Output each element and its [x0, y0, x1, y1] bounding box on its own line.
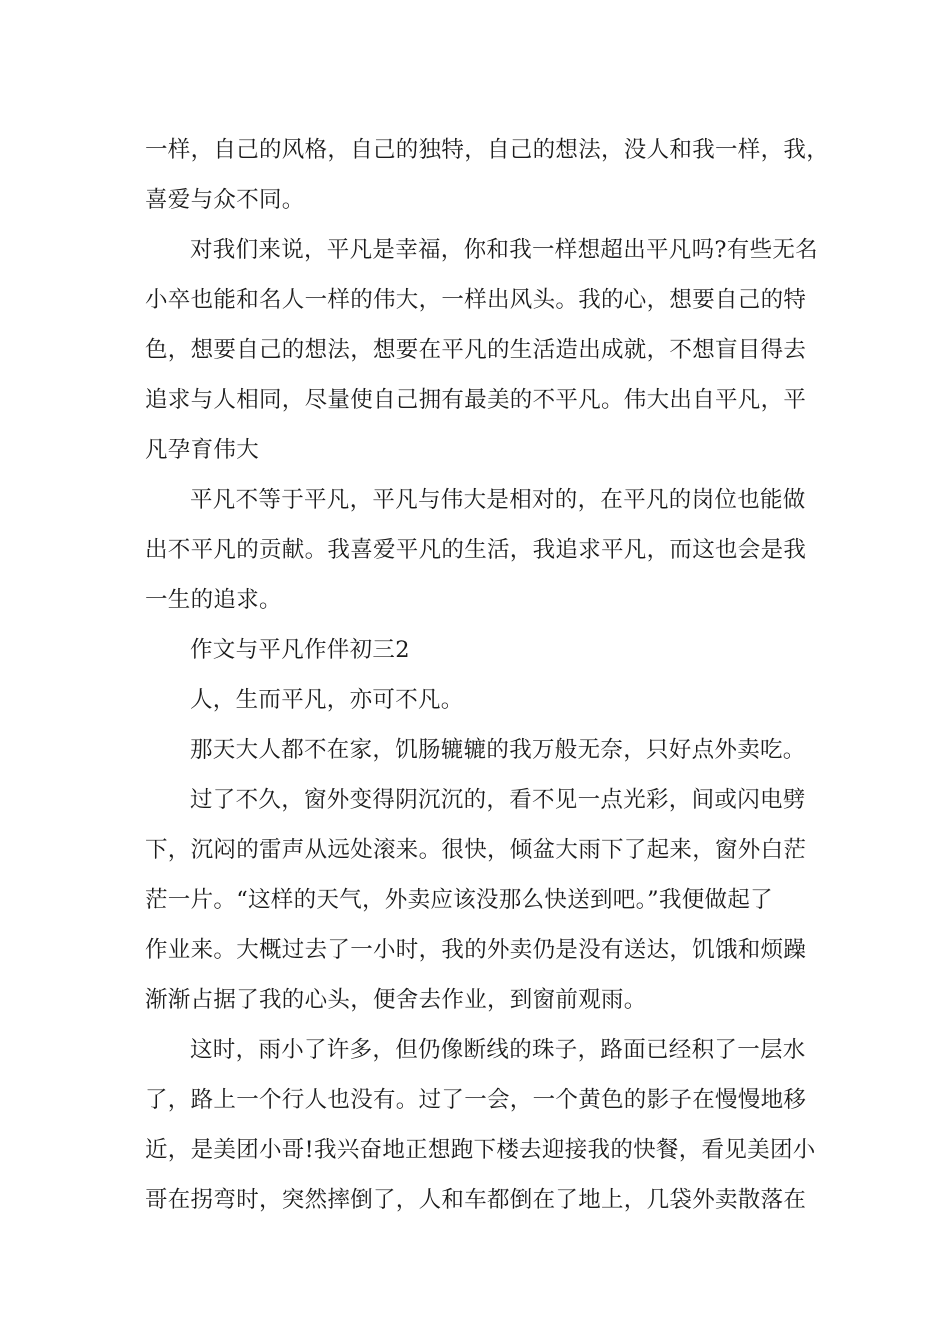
- paragraph-first-line: 人，生而平凡，亦可不凡。: [190, 687, 464, 713]
- text-line: 一样，自己的风格，自己的独特，自己的想法，没人和我一样，我，: [145, 137, 830, 163]
- text-line: 凡孕育伟大: [145, 437, 260, 463]
- text-line: 追求与人相同，尽量使自己拥有最美的不平凡。伟大出自平凡，平: [145, 387, 807, 413]
- text-line: 作业来。大概过去了一小时，我的外卖仍是没有送达，饥饿和烦躁: [145, 937, 807, 963]
- text-line: 了，路上一个行人也没有。过了一会，一个黄色的影子在慢慢地移: [145, 1087, 807, 1113]
- text-line: 一生的追求。: [145, 587, 282, 613]
- text-line: 近，是美团小哥!我兴奋地正想跑下楼去迎接我的快餐，看见美团小: [145, 1137, 816, 1163]
- paragraph-first-line: 那天大人都不在家，饥肠辘辘的我万般无奈，只好点外卖吃。: [190, 737, 806, 763]
- paragraph-first-line: 过了不久，窗外变得阴沉沉的，看不见一点光彩，间或闪电劈: [190, 787, 806, 813]
- text-line: 下，沉闷的雷声从远处滚来。很快，倾盆大雨下了起来，窗外白茫: [145, 837, 807, 863]
- text-line: 茫一片。“这样的天气，外卖应该没那么快送到吧。”我便做起了: [145, 887, 773, 913]
- paragraph-first-line: 平凡不等于平凡，平凡与伟大是相对的，在平凡的岗位也能做: [190, 487, 806, 513]
- text-line: 小卒也能和名人一样的伟大，一样出风头。我的心，想要自己的特: [145, 287, 807, 313]
- text-line: 色，想要自己的想法，想要在平凡的生活造出成就，不想盲目得去: [145, 337, 807, 363]
- text-line: 渐渐占据了我的心头，便舍去作业，到窗前观雨。: [145, 987, 647, 1013]
- text-line: 出不平凡的贡献。我喜爱平凡的生活，我追求平凡，而这也会是我: [145, 537, 807, 563]
- text-line: 哥在拐弯时，突然摔倒了，人和车都倒在了地上，几袋外卖散落在: [145, 1187, 807, 1213]
- section-heading: 作文与平凡作伴初三2: [190, 637, 410, 663]
- paragraph-first-line: 这时，雨小了许多，但仍像断线的珠子，路面已经积了一层水: [190, 1037, 806, 1063]
- text-line: 喜爱与众不同。: [145, 187, 305, 213]
- paragraph-first-line: 对我们来说，平凡是幸福，你和我一样想超出平凡吗?有些无名: [190, 237, 818, 263]
